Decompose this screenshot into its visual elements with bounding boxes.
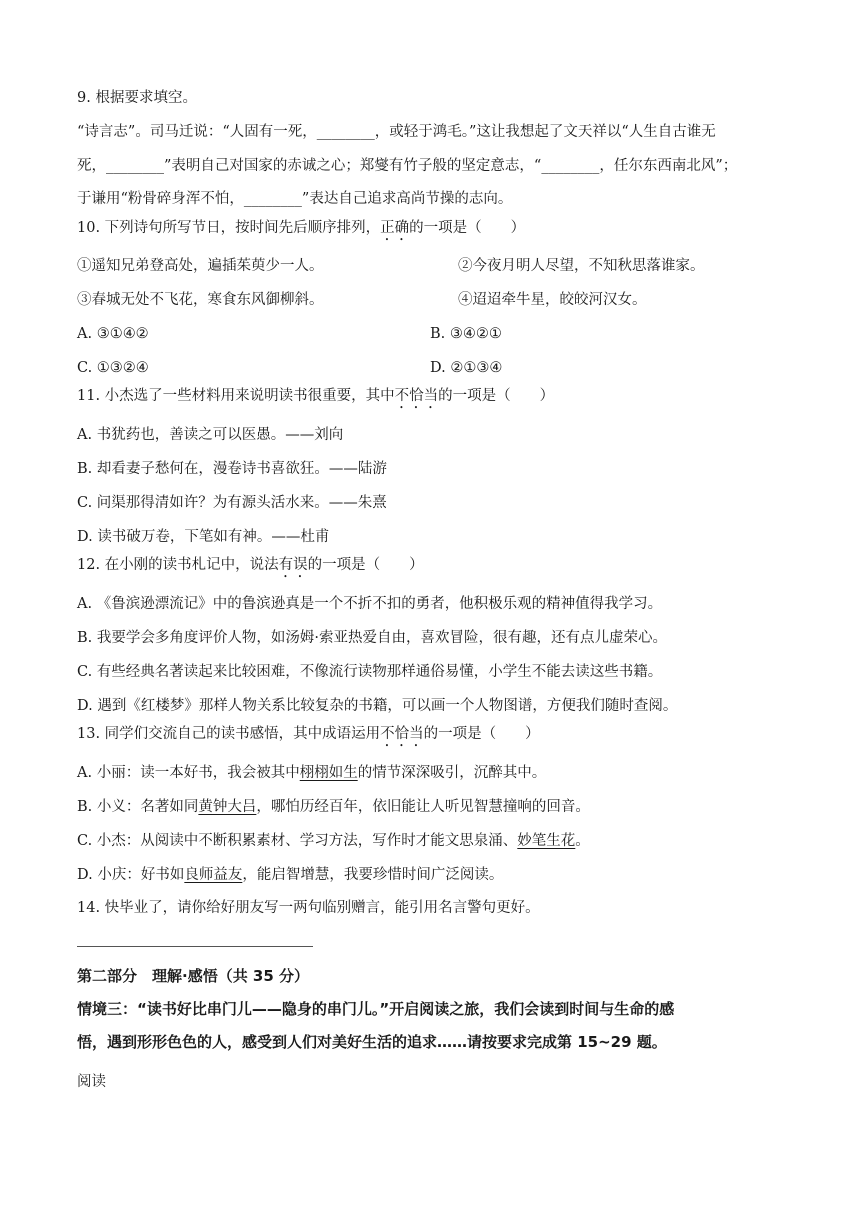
q13-b-text-end: ，哪怕历经百年，依旧能让人听见智慧撞响的回音。 [256, 799, 590, 815]
q11-option-d: D. 读书破万卷，下笔如有神。——杜甫 [77, 529, 330, 545]
q13-a-text-end: 的情节深深吸引，沉醉其中。 [357, 765, 547, 781]
q12-stem [77, 555, 424, 581]
q13-a-text: A. 小丽：读一本好书，我会被其中 [77, 765, 300, 781]
q13-c-idiom: 妙笔生花 [517, 833, 576, 849]
q13-a-idiom: 栩栩如生 [299, 765, 358, 781]
q13-d-text: D. 小庆：好书如 [77, 867, 185, 883]
q13-b-text: B. 小义：名著如同 [77, 799, 199, 815]
q10-emphasis: 正确 [380, 220, 410, 236]
context-line-2: 悟，遇到形形色色的人，感受到人们对美好生活的追求……请按要求完成第 15~29 题。 [77, 1033, 667, 1051]
q9-line-3: 于谦用“粉骨碎身浑不怕，________”表达自己追求高尚节操的志向。 [77, 191, 513, 207]
answer-line [77, 946, 313, 947]
q11-option-a: A. 书犹药也，善读之可以医愚。——刘向 [77, 427, 344, 443]
q12-option-a: A. 《鲁滨逊漂流记》中的鲁滨逊真是一个不折不扣的勇者，他积极乐观的精神值得我学习。 [77, 596, 663, 612]
part2-heading: 第二部分 理解·感悟（共 35 分） [77, 967, 310, 985]
reading-label: 阅读 [77, 1074, 106, 1090]
q12-suffix: 的一项是（ ） [307, 557, 424, 573]
q11-emphasis: 不恰当 [394, 388, 439, 404]
q11-option-c: C. 问渠那得清如许？为有源头活水来。——朱熹 [77, 495, 387, 511]
q13-prefix: 13. 同学们交流自己的读书感悟，其中成语运用 [77, 726, 381, 742]
q13-suffix: 的一项是（ ） [423, 726, 540, 742]
q13-d-idiom: 良师益友 [184, 867, 243, 883]
q12-prefix: 12. 在小刚的读书札记中，说法 [77, 557, 279, 573]
q13-stem [77, 724, 540, 750]
q11-option-b: B. 却看妻子愁何在，漫卷诗书喜欲狂。——陆游 [77, 461, 387, 477]
q13-c-text: C. 小杰：从阅读中不断积累素材、学习方法，写作时才能文思泉涌、 [77, 833, 518, 849]
q10-item-2: ②今夜月明人尽望，不知秋思落谁家。 [458, 258, 705, 274]
q11-stem [77, 386, 554, 412]
q13-b-idiom: 黄钟大吕 [198, 799, 257, 815]
q13-d-text-end: ，能启智增慧，我要珍惜时间广泛阅读。 [242, 867, 504, 883]
q13-option-c [77, 831, 590, 851]
q10-item-4: ④迢迢牵牛星，皎皎河汉女。 [458, 292, 647, 308]
q10-stem [77, 218, 525, 244]
q10-option-b: B. ③④②① [430, 326, 502, 342]
q12-option-d: D. 遇到《红楼梦》那样人物关系比较复杂的书籍，可以画一个人物图谱，方便我们随时查阅。 [77, 698, 678, 714]
q11-suffix: 的一项是（ ） [438, 388, 555, 404]
q9-line-2: 死，________”表明自己对国家的赤诚之心；郑燮有竹子般的坚定意志，“________，任尔东西南北风”； [77, 158, 738, 174]
context-line-1: 情境三：“读书好比串门儿——隐身的串门儿。”开启阅读之旅，我们会读到时间与生命的感 [77, 1000, 675, 1018]
q12-option-b: B. 我要学会多角度评价人物，如汤姆·索亚热爱自由，喜欢冒险，很有趣，还有点儿虚荣心。 [77, 630, 667, 646]
q13-option-d [77, 865, 503, 885]
q10-option-c: C. ①③②④ [77, 360, 149, 376]
q12-emphasis: 有误 [278, 557, 308, 573]
q10-item-1: ①遥知兄弟登高处，遍插茱萸少一人。 [77, 258, 324, 274]
q10-prefix: 10. 下列诗句所写节日，按时间先后顺序排列， [77, 220, 381, 236]
q11-prefix: 11. 小杰选了一些材料用来说明读书很重要，其中 [77, 388, 395, 404]
q10-option-d: D. ②①③④ [430, 360, 503, 376]
q10-item-3: ③春城无处不飞花，寒食东风御柳斜。 [77, 292, 324, 308]
q9-title: 9. 根据要求填空。 [77, 90, 197, 106]
q9-line-1: “诗言志”。司马迁说：“人固有一死，________，或轻于鸿毛。”这让我想起了文天祥以“人生自古谁无 [77, 124, 716, 140]
q10-suffix: 的一项是（ ） [409, 220, 526, 236]
q10-option-a: A. ③①④② [77, 326, 149, 342]
q13-c-text-end: 。 [575, 833, 590, 849]
q13-option-a [77, 763, 546, 783]
q13-emphasis: 不恰当 [380, 726, 424, 742]
q12-option-c: C. 有些经典名著读起来比较困难，不像流行读物那样通俗易懂，小学生不能去读这些书籍。 [77, 664, 663, 680]
q13-option-b [77, 797, 590, 817]
q14-title: 14. 快毕业了，请你给好朋友写一两句临别赠言，能引用名言警句更好。 [77, 900, 540, 916]
